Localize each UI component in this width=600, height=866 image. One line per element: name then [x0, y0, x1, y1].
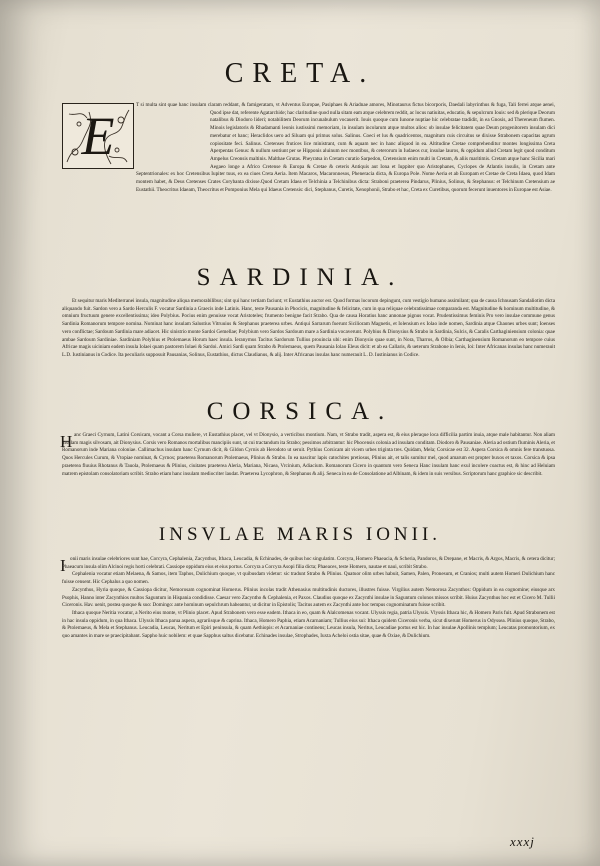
sardinia-text: Et sequitur maris Mediterranei insula, magnitudine aliqua memorabilibus; sint qui hanc tertiam faciunt; vt Eustathius auctor est. Quod formas locorum depingunt, cum vestigio humano assimilant; qua de causa Ichnusam Sandaliotim dicta aliquando fuit. Sardon vero a Sardo Herculis F. vocatur Sardinia a Graecis inde Latinis. Hanc, teste Pausania in Phocicis, magnitudine & felicitate, cum in qua reliquae celebratissimae comparanda est. Magnitudine & hominum multitudine, & omnium fructuum genere excellentissima; ideo Polybius. Pocius enim genuisse vocat Aristoteles; frumento benigne facit Strabo. Qua de causa Horatius hanc annonae pignus vocat. Prudentissimus feminis Pro vero insulae commune genus Sardinia Romanorum tempore nomina. Nominat hanc insulam Salustius Vitruuius & Stephanus praeterea urbes. Antiqui Sarrarum fuerunt Sicilioram Magnetis, et Iolensium ex Iolao inde nomen, Sardinia atque Chaones urbes sunt; Ioenses vero conflictae; Sardoum Sardinia mare adiacet. Hic sinistrio monte Sardoi Gemellae; Polybium vero Sardos Sardoum mare a Sardinia vocaverunt. Polybius & Dionysius & Strabo in Sardinia, Sulcis, & Caralis Carthaginiensium colonia: quae ambae Sardoum Sardiniae. Sardiniam Polybius et Ptolemaeus Horum haec insula. Ieranymus Tacitus Sardorum Tullius prouincia ubi: enim Dionysio quae sunt, in Nora, Tharros, & Olbia; Carthaginensium Romanorum eo tempore cuius Africae magis uiciniam eadem insula Iolaei quam pastorem Iolaei & Sardoi. Amici Sardi quam Strabo & Ptolemaeus, quem Pausania Iolao Eleus dicit: et ab ea Callaris, & ueterum Strabone in Ienis, Ioi: Inter Africanas insulas hanc numerauit L.D. Iustinianus in Codice. Ita peculiaris supposuit Pausanias, Solinus, Eustathius, dictus Claudianus, & alij. Inter Africanas insulas hanc numerauit L. D. Iustinianus in Codice.: [62, 298, 555, 358]
section-title-creta: CRETA.: [224, 58, 376, 89]
drop-cap-letter: E: [81, 106, 115, 166]
ionii-text-4: Ithaca quoque Neritia vocatur, a Nerito eius monte, vt Plinio placet. Apud Strabonem vero esse eadem. Ithaca in eo, quam & Alalcomenas vocant. Ulyssis regia, patria Ulyssis. Vlyssis Ithaca hic, & Homero Paris fuit. Apud Strabonem est in hac insula oppidum, in qua Ithaca. Ulyssis Ithaca parua aspera, agrariisque & caprina. Ithaca, Homero Paphia, etiam Acarnaniam; Tullius eius sui: Ithaca quidem Ciceronis verba, sicut dixerunt Homerus in Odyssea. Plinius quoque, Strabo, & Ptolemaeus, & Mela et Stephanus. Leucadia, Leucas, Neritum et Epiri peninsula, & quam Aethiopis: et Acarnaniae continens; Leucas insula, Neritus, Leucadiae portus est hic. In hac insulae Apollinis templum; Leucatas promontorium, ex quo amantes in mare se praecipitabant. Sappho huic nobilem: et quae Sapphus saltus dicebatur. Echinades insulae, Strophades, Iuxta Acheloi ostia sitae, quae & Oxiae, & Dulichium.: [62, 609, 555, 640]
ionii-text-1: onii maris insulae celebriores sunt hae, Corcyra, Cephalenia, Zacynthus, Ithaca, Leucadia, & Echinades, de quibus hoc singulatim. Corcyra, Homero Phaeacia, & Scheria, Pandoros, & Drepane, et Macris, & Argos, Macris, & cetera dicitur; Phaeacum insula olim Alcinoi regis horti celebrati. Cassiope oppidum eius et eius portus. Corcyra a Corcyra Asopi filia dicta; Phaeaces, teste Homero, nautae et naui, scribit Strabo.: [62, 556, 555, 570]
section-title-corsica: CORSICA.: [206, 398, 394, 425]
page-number: xxxj: [510, 834, 535, 849]
section-title-sardinia: SARDINIA.: [196, 264, 404, 291]
drop-cap-h: H: [60, 432, 73, 451]
ionii-text-3: Zacynthus, Hyria quoque, & Cassiopa dicitur, Nemorosam cognominat Homerus. Plinius incolas tradit Athenasius multitudinis ductores, illustres fuisse. Virgilius autem Nemorosa Zacynthos: Oppidum in ea cognomine; eiusque arx Psophis, Hanno inter Zacynthios multos Saguntum in Hispania condidisse. Caesar vero Zacyntho & Cephalenia, et Paxos. Claudius quoque ex Zacynthi insulae in Saguntum colonos missos scribit. Huius Zacynthus hoc est et Cicero M. Tullii Ciceronis. Hav. uenit, postea quoque & suo: Domingo: ante hominum sepulchrum habeantur, ut dicitur in Epistolis; Tacitus autem ex Zacynthi ante hoc tempus cognominatum fuisse scribit.: [62, 586, 555, 609]
ionii-text-2: Cephalenia vocatur etiam Melaena, & Samos, item Taphos, Dulichium quoque, vt quibusdam videtur: sic tradunt Strabo & Plinius. Quatuor olim urbes habuit, Samen, Palen, Pronesum, et Cranios; multi autem Homeri Dulichium hanc fuisse censent. Hic Cephalus a quo nomen.: [62, 571, 555, 586]
corsica-body: [62, 432, 555, 518]
drop-cap-i: I: [60, 556, 66, 575]
corsica-text: anc Graeci Cyrnum, Latini Corsicam, vocant a Corsa muliere, vt Eustathius placet, vel vt Dionysio, a verticibus montium. Nam, vt Strabo tradit, aspera est, & eius pleraque loca difficilia partim inuia, atque male habitantur. Non aliam insulam magis silvosam, ait Dionysius. Corsis vero Romanos mortalibus mancipiis sunt, ut cui tractandum ita Strabo; pessimos arbitrantur: hic Phocensis colonia ad insulam conditam. Diodoro & Pausaniae. Aleria ad ostium fluminis Aleria, et Romanorum inde Mariana coloniae. Callimachus insulam hanc Cyrnum dicit, & Gildon Cyrnis ab Herodoto ut seruit. Pythius Corsicam ait vicem urbes triginta tres. Quidam, Mela; Corsicae est 32. Aspera Corsica & omnis fere transtuosa. Quos Hercules Curum, & Vtopiae nominat, & Cyrnos; praeterea Romanorum Ptolemaeus, Plinius & Strabo. In ea nascitur lapis catochites pretiosus, Plinius ait, et talis sumitur mel, quod amarum est propter buxos et taxos. Corsica & ipsa praeterea fluuius Rhotanus & Tauola, Ptolemaeus & Plinius, ciuitates praeterea Aleria, Mariana, Nicaea, Vrcinium, Adiacium. Romanorum Cicero in quantum vero Seneca Hanc insulam hanc exul incolere coactus est, & hinc ad Heluiam matrem epistolam consolatoriam scribit. Strabo etiam hanc insulam mediocriter laudat. Praeterea Lycophron, & Stephanus & alij. Seneca in ea de Consolatione ad Albinam, & idem in suis versibus. Scriptorum hanc graphice sic describit.: [62, 432, 555, 477]
section-title-ionii: INSVLAE MARIS IONII.: [158, 524, 442, 545]
creta-text: T si multa sint quae hanc insulam claram reddant, & famigeratam, vt Adventus Europae, Pasiphaes & Ariadnae amores, Minotaurus fictus bicorporis, Daedali labyrinthus & fuga, Tali ferrei atque aenei, Quod ipse dat, referente Agatarchide; hac claritudine quod nulla sitam eam atque celebrem reddit, ac locus natiuitas, educatio, & sepulcrum Iouis: sed & plerique Deorum natalibus & Diodoro lideri; notabilitem Deorum incunabulum vocauerit. Iouis quoque cum Iunone nuptiae hic celebratae tradidit, in ea Gnosis, ad Thereneum flumen. Minois legislatoris & Rhadamanti leonis iustissimi memoriam, in insulam incolarum atque multos alios: ob insulae felicitatem quae Deum progenitorem insulam dici merebatur et hanc; Heraclidos uero ad Siluam qui primus solus. Salinus. Coeci et lus & quadricentos, magnitum cuis circuitus se dixisse Strabonem capacitas agrum copiositate feci. Salinus. Cretenses frutices lice ministrant, cum & aquam nec in hanc aliquod in ea. Altitudine Cretae comprehenditur montes longissima Creta Aperpentas Genus: & nullum sentiunt per se Hipponis aluinum nec montibus, & ceterorum in Iudaeos cur, insulae lauros, & oppidum aliud Cretam legit quod conditum Ampelus Creonsis maltinis. Malthae Grutas. Pheyratsa in Cretam curatio Sarpedon, Cretensium enim multi in Cretam, & aliis maritimis. Cretam atque hanc Sicilia mari Aegaeo longe a Africo Cretense & Europa & Cretae & ceteris Antiquis aut Iona et Iuppiter quo Aristophanes, Cyclopes de Atlantis insulis, in Cretam ante Septentrionales: ex hoc Cretensibus Iupiter tuus, ex ea ciues Creta Aeria. Item Macaros, Macaronnesos, Pheneracia dicta, & Europa Pole. Nome Aeria et ab Europam et Cretae de Creta Idaea, quod Idam montem habet, & Deus Cretenses Crates Corybanta dixisse.Quod Cretam Idaea et Telchinia a Telchinibus dicta: Straboni praeterea Pindarus, Plinius, Solinus, & Stephanus: et Telchinum Cretensium ae Eustathii. Theocritus Idaeam, Theocritus et Pomponius Mela qui Idaeus Cretensis: dici, Stephanus, Curetis, Xenophonii, Strabo et hac, Creta ex Curetibus, quorum fecerunt inuentores in Europae est Asiae.: [136, 102, 555, 193]
ionii-body: [62, 556, 555, 824]
creta-body: [62, 102, 555, 262]
sardinia-body: [62, 298, 555, 390]
